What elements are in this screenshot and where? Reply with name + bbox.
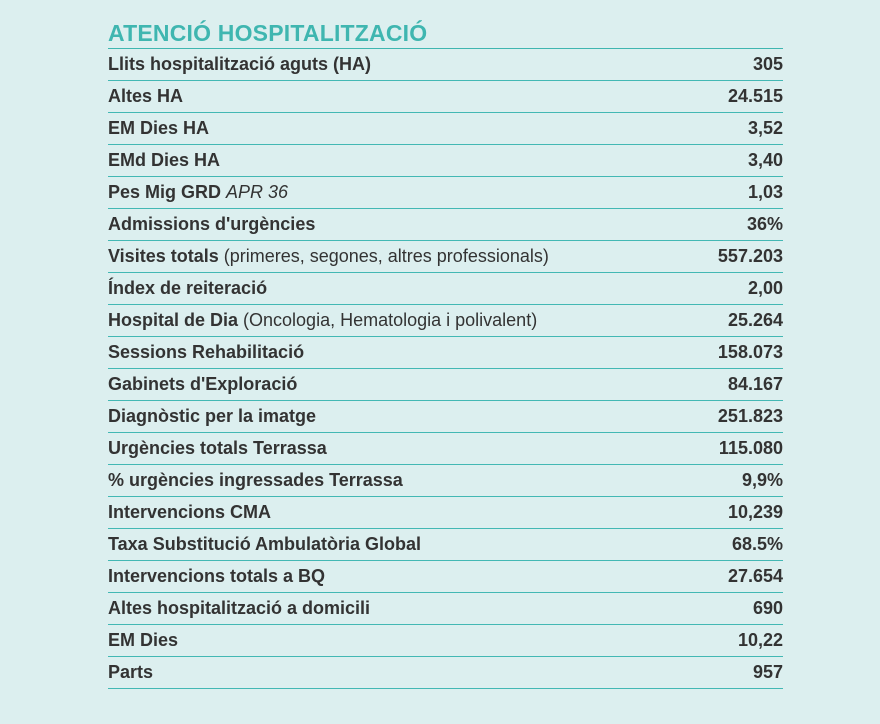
row-label-text: EM Dies: [108, 630, 179, 650]
row-value: 158.073: [717, 342, 783, 362]
row-label-text: Índex de reiteració: [108, 278, 268, 298]
hospitalization-panel: [108, 18, 783, 689]
table-row: [108, 625, 783, 657]
table-row: [108, 401, 783, 433]
row-label: [108, 502, 271, 523]
row-value: 305: [752, 54, 783, 74]
row-label-text: Diagnòstic per la imatge: [108, 406, 317, 426]
table-row: [108, 209, 783, 241]
table-row: [108, 529, 783, 561]
row-label-text: Llits hospitalització aguts (HA): [108, 54, 372, 74]
row-label: [108, 438, 327, 459]
row-value: 25.264: [727, 310, 783, 330]
row-label: [108, 310, 537, 331]
row-label-text: Intervencions totals a BQ: [108, 566, 326, 586]
row-value: 84.167: [727, 374, 783, 394]
row-value: 115.080: [718, 438, 783, 458]
table-row: [108, 305, 783, 337]
row-label: [108, 662, 153, 683]
table-row: [108, 81, 783, 113]
table-row: [108, 561, 783, 593]
row-label-text: Urgències totals Terrassa: [108, 438, 327, 458]
row-label-text: % urgències ingressades Terrassa: [108, 470, 403, 490]
table-row: [108, 433, 783, 465]
row-value: 24.515: [727, 86, 783, 106]
table-row: [108, 145, 783, 177]
table-row: [108, 497, 783, 529]
row-label: [108, 118, 209, 139]
row-label-text: Intervencions CMA: [108, 502, 272, 522]
row-value: 3,40: [747, 150, 783, 170]
table-row: [108, 337, 783, 369]
row-label-text: Sessions Rehabilitació: [108, 342, 305, 362]
table-row: [108, 273, 783, 305]
row-label: [108, 150, 220, 171]
row-value: 557.203: [717, 246, 783, 266]
row-value: 68.5%: [731, 534, 783, 554]
row-label: [108, 182, 288, 203]
row-label: [108, 278, 267, 299]
row-note: (primeres, segones, altres professionals): [223, 246, 549, 266]
row-value: 690: [752, 598, 783, 618]
row-label-text: Hospital de Dia: [108, 310, 244, 330]
row-label-text: Taxa Substitució Ambulatòria Global: [108, 534, 422, 554]
row-value: 9,9%: [741, 470, 783, 490]
stats-table: [108, 49, 783, 689]
row-label: [108, 86, 183, 107]
row-label-text: Admissions d'urgències: [108, 214, 316, 234]
row-label-text: Altes HA: [108, 86, 184, 106]
row-label: [108, 598, 370, 619]
row-label: [108, 470, 403, 491]
row-label: [108, 374, 297, 395]
table-row: [108, 369, 783, 401]
row-label-text: Altes hospitalització a domicili: [108, 598, 371, 618]
row-value: 27.654: [727, 566, 783, 586]
row-value: 10,22: [737, 630, 783, 650]
row-value: 36%: [746, 214, 783, 234]
row-label: [108, 54, 371, 75]
row-value: 957: [752, 662, 783, 682]
row-label-text: Visites totals: [108, 246, 224, 266]
row-value: 3,52: [747, 118, 783, 138]
row-value: 10,239: [727, 502, 783, 522]
row-label: [108, 534, 421, 555]
row-label: [108, 214, 315, 235]
row-label: [108, 406, 316, 427]
row-label-text: Gabinets d'Exploració: [108, 374, 298, 394]
table-row: [108, 657, 783, 689]
row-value: 251.823: [717, 406, 783, 426]
row-note: (Oncologia, Hematologia i polivalent): [243, 310, 538, 330]
section-title: ATENCIÓ HOSPITALITZACIÓ: [108, 18, 783, 49]
table-row: [108, 113, 783, 145]
row-label-text: Pes Mig GRD: [108, 182, 227, 202]
table-row: [108, 49, 783, 81]
row-value: 2,00: [747, 278, 783, 298]
row-label-text: EM Dies HA: [108, 118, 210, 138]
table-row: [108, 593, 783, 625]
row-label: [108, 246, 549, 267]
table-row: [108, 177, 783, 209]
row-label: [108, 630, 178, 651]
row-label: [108, 566, 325, 587]
table-row: [108, 241, 783, 273]
row-value: 1,03: [747, 182, 783, 202]
row-label-text: EMd Dies HA: [108, 150, 221, 170]
row-note: APR 36: [226, 182, 289, 202]
table-row: [108, 465, 783, 497]
row-label: [108, 342, 304, 363]
row-label-text: Parts: [108, 662, 154, 682]
